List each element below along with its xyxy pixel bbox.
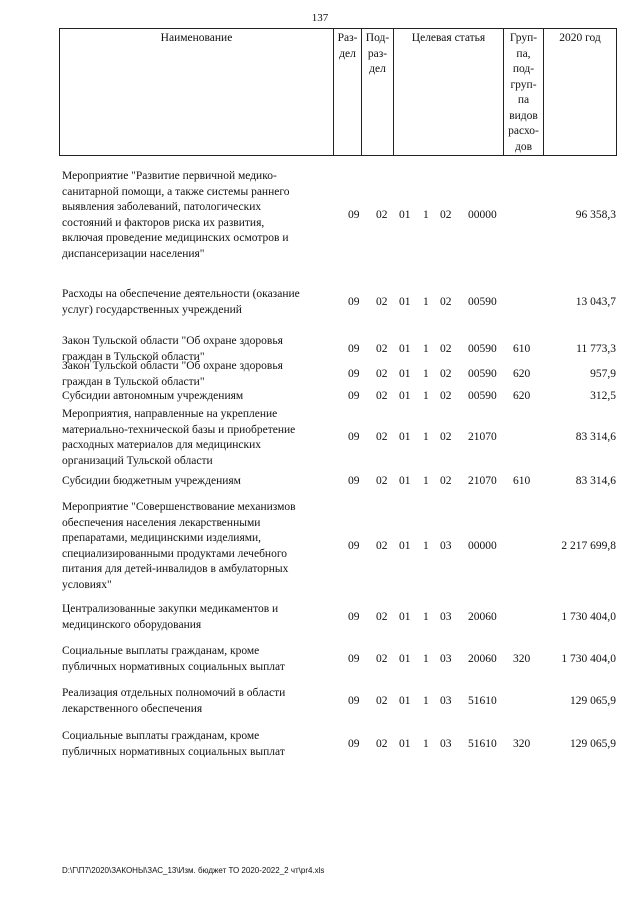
row-name: Закон Тульской области "Об охране здоровья граждан в Тульской области" bbox=[62, 335, 283, 363]
row-target-part1: 01 bbox=[399, 390, 411, 402]
header-razdel: Раз- дел bbox=[334, 29, 362, 155]
row-podrazdel: 02 bbox=[376, 475, 388, 487]
row-razdel: 09 bbox=[348, 390, 360, 402]
row-razdel: 09 bbox=[348, 737, 360, 750]
row-target-part4: 51610 bbox=[468, 694, 497, 707]
row-amount: 129 065,9 bbox=[570, 737, 616, 750]
row-target-part3: 03 bbox=[440, 694, 452, 707]
row-target-part2: 1 bbox=[423, 610, 429, 623]
row-target-part2: 1 bbox=[423, 694, 429, 707]
row-razdel: 09 bbox=[348, 295, 360, 308]
row-razdel: 09 bbox=[348, 367, 360, 380]
row-razdel: 09 bbox=[348, 610, 360, 623]
row-podrazdel: 02 bbox=[376, 342, 388, 355]
row-razdel: 09 bbox=[348, 475, 360, 487]
row-target-part3: 03 bbox=[440, 737, 452, 750]
row-target-part3: 02 bbox=[440, 475, 452, 487]
row-target-part3: 02 bbox=[440, 367, 452, 380]
row-target-part2: 1 bbox=[423, 390, 429, 402]
row-target-part4: 20060 bbox=[468, 610, 497, 623]
row-target-part3: 03 bbox=[440, 539, 452, 552]
row-target-part4: 51610 bbox=[468, 737, 497, 750]
row-target-part2: 1 bbox=[423, 208, 429, 221]
row-amount: 96 358,3 bbox=[575, 208, 616, 221]
row-target-part1: 01 bbox=[399, 539, 411, 552]
header-podrazdel: Под- раз- дел bbox=[362, 29, 394, 155]
row-podrazdel: 02 bbox=[376, 295, 388, 308]
row-name: Субсидии бюджетным учреждениям bbox=[62, 475, 241, 487]
row-target-part4: 21070 bbox=[468, 431, 497, 444]
row-target-part3: 03 bbox=[440, 652, 452, 665]
row-razdel: 09 bbox=[348, 694, 360, 707]
row-amount: 312,5 bbox=[590, 390, 616, 402]
row-razdel: 09 bbox=[348, 652, 360, 665]
row-podrazdel: 02 bbox=[376, 431, 388, 444]
row-amount: 83 314,6 bbox=[575, 431, 616, 444]
row-target-part3: 02 bbox=[440, 295, 452, 308]
row-amount: 1 730 404,0 bbox=[561, 610, 616, 623]
row-target-part1: 01 bbox=[399, 652, 411, 665]
row-target-part3: 02 bbox=[440, 342, 452, 355]
row-amount: 129 065,9 bbox=[570, 694, 616, 707]
table-header bbox=[59, 28, 617, 156]
page-number: 137 bbox=[311, 12, 329, 24]
row-name: Реализация отдельных полномочий в области лекарственного обеспечения bbox=[62, 687, 286, 715]
row-target-part4: 21070 bbox=[468, 475, 497, 487]
row-razdel: 09 bbox=[348, 342, 360, 355]
row-target-part2: 1 bbox=[423, 475, 429, 487]
header-year: 2020 год bbox=[559, 32, 601, 44]
file-path-footer: D:\Г\П7\2020\ЗАКОНЫ\ЗАС_13\Изм. бюджет ТО 2020-2022_2 чт\pr4.xls bbox=[62, 866, 325, 875]
row-name: Социальные выплаты гражданам, кроме публичных нормативных социальных выплат bbox=[62, 645, 285, 673]
row-target-part2: 1 bbox=[423, 342, 429, 355]
row-target-part3: 02 bbox=[440, 431, 452, 444]
row-razdel: 09 bbox=[348, 431, 360, 444]
row-podrazdel: 02 bbox=[376, 208, 388, 221]
row-podrazdel: 02 bbox=[376, 694, 388, 707]
row-target-part1: 01 bbox=[399, 475, 411, 487]
header-target-article: Целевая статья bbox=[394, 29, 504, 155]
row-target-part1: 01 bbox=[399, 367, 411, 380]
row-target-part4: 00590 bbox=[468, 390, 497, 402]
row-target-part2: 1 bbox=[423, 652, 429, 665]
row-amount: 13 043,7 bbox=[575, 295, 616, 308]
row-razdel: 09 bbox=[348, 539, 360, 552]
row-podrazdel: 02 bbox=[376, 737, 388, 750]
row-expense-group: 610 bbox=[513, 475, 531, 487]
row-target-part2: 1 bbox=[423, 295, 429, 308]
row-amount: 11 773,3 bbox=[576, 342, 616, 355]
row-name: Расходы на обеспечение деятельности (оказание услуг) государственных учреждений bbox=[62, 288, 300, 316]
row-podrazdel: 02 bbox=[376, 539, 388, 552]
row-name: Мероприятия, направленные на укрепление материально-технической базы и приобретение расходных материалов для медицинских организаций Тульской области bbox=[62, 408, 296, 467]
row-target-part4: 00590 bbox=[468, 342, 497, 355]
row-target-part1: 01 bbox=[399, 610, 411, 623]
row-target-part1: 01 bbox=[399, 431, 411, 444]
row-expense-group: 620 bbox=[513, 390, 531, 402]
row-expense-group: 610 bbox=[513, 342, 531, 355]
row-target-part2: 1 bbox=[423, 431, 429, 444]
row-name: Социальные выплаты гражданам, кроме публичных нормативных социальных выплат bbox=[62, 730, 285, 758]
row-target-part1: 01 bbox=[399, 342, 411, 355]
row-expense-group: 320 bbox=[513, 737, 531, 750]
row-target-part1: 01 bbox=[399, 295, 411, 308]
row-expense-group: 320 bbox=[513, 652, 531, 665]
row-target-part1: 01 bbox=[399, 208, 411, 221]
row-target-part2: 1 bbox=[423, 367, 429, 380]
row-target-part1: 01 bbox=[399, 737, 411, 750]
row-target-part3: 02 bbox=[440, 390, 452, 402]
row-target-part2: 1 bbox=[423, 539, 429, 552]
row-target-part3: 02 bbox=[440, 208, 452, 221]
row-podrazdel: 02 bbox=[376, 610, 388, 623]
row-razdel: 09 bbox=[348, 208, 360, 221]
row-amount: 2 217 699,8 bbox=[561, 539, 616, 552]
row-amount: 83 314,6 bbox=[575, 475, 616, 487]
row-podrazdel: 02 bbox=[376, 652, 388, 665]
row-target-part4: 00000 bbox=[468, 539, 497, 552]
row-name: Мероприятие "Развитие первичной медико- санитарной помощи, а также системы раннего выявления заболеваний, патологических состояний и факторов риска их развития, включая проведение медицинских осмотров и диспансеризации населения" bbox=[62, 170, 290, 260]
row-target-part4: 00590 bbox=[468, 367, 497, 380]
row-target-part4: 20060 bbox=[468, 652, 497, 665]
row-amount: 957,9 bbox=[590, 367, 616, 380]
row-name: Мероприятие "Совершенствование механизмов обеспечения населения лекарственными препаратами, медицинскими изделиями, специализированными продуктами лечебного питания для детей-инвалидов в амбулаторных условиях" bbox=[62, 501, 296, 591]
header-name: Наименование bbox=[60, 29, 334, 155]
row-name: Закон Тульской области "Об охране здоровья граждан в Тульской области" bbox=[62, 360, 283, 388]
row-target-part4: 00000 bbox=[468, 208, 497, 221]
row-target-part1: 01 bbox=[399, 694, 411, 707]
row-podrazdel: 02 bbox=[376, 390, 388, 402]
row-target-part2: 1 bbox=[423, 737, 429, 750]
row-amount: 1 730 404,0 bbox=[561, 652, 616, 665]
row-target-part3: 03 bbox=[440, 610, 452, 623]
row-podrazdel: 02 bbox=[376, 367, 388, 380]
header-expense-group: Груп- па, под- груп- па видов расхо- дов bbox=[504, 29, 544, 155]
row-name: Субсидии автономным учреждениям bbox=[62, 390, 244, 402]
row-target-part4: 00590 bbox=[468, 295, 497, 308]
row-name: Централизованные закупки медикаментов и медицинского оборудования bbox=[62, 603, 279, 631]
row-expense-group: 620 bbox=[513, 367, 531, 380]
